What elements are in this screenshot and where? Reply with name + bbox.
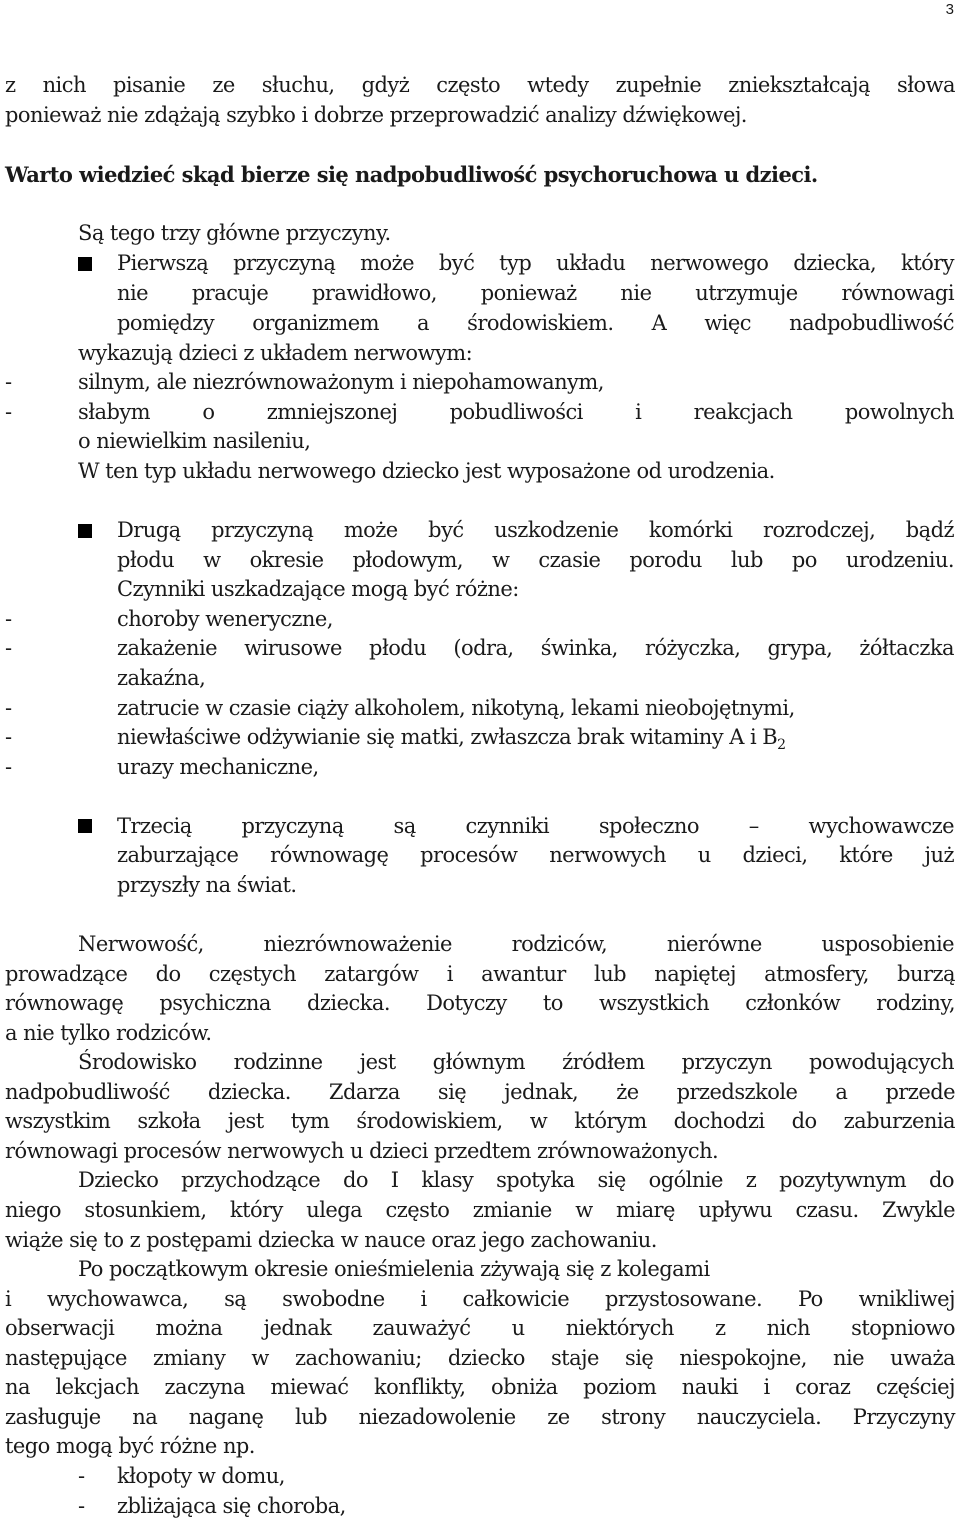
body-line: prowadzące do częstych zatargów i awantur lub napiętej atmosfery, burzą xyxy=(5,962,955,986)
square-bullet-icon xyxy=(78,524,92,538)
body-line: obserwacji można jednak zauważyć u niektórych z nich stopniowo xyxy=(5,1316,955,1340)
final-list-item: zbliżająca się choroba, xyxy=(117,1494,346,1518)
list-dash: - xyxy=(5,725,13,749)
body-line: na lekcjach zaczyna miewać konflikty, obniża poziom nauki i coraz częściej xyxy=(5,1375,955,1399)
body-line: tego mogą być różne np. xyxy=(5,1434,255,1458)
vitamin-text: niewłaściwe odżywianie się matki, zwłaszcza brak witaminy A i B xyxy=(117,725,778,749)
list-dash: - xyxy=(78,1464,86,1488)
cause2-list-item: zakażenie wirusowe płodu (odra, świnka, różyczka, grypa, żółtaczka xyxy=(117,636,954,660)
cause3-line-3: przyszły na świat. xyxy=(117,873,297,897)
causes-intro: Są tego trzy główne przyczyny. xyxy=(78,221,391,245)
cause2-list-item-cont: zakaźna, xyxy=(117,666,206,690)
list-dash: - xyxy=(5,696,13,720)
intro-line-2: ponieważ nie zdążają szybko i dobrze przeprowadzić analizy dźwiękowej. xyxy=(5,103,747,127)
body-line: równowagę psychiczna dziecka. Dotyczy to wszystkich członków rodziny, xyxy=(5,991,955,1015)
list-dash: - xyxy=(5,607,13,631)
body-line: Środowisko rodzinne jest głównym źródłem przyczyn powodujących xyxy=(78,1050,954,1074)
body-line: i wychowawca, są swobodne i całkowicie przystosowane. Po wnikliwej xyxy=(5,1287,955,1311)
body-line: równowagi procesów nerwowych u dzieci przedtem zrównoważonych. xyxy=(5,1139,719,1163)
page-number: 3 xyxy=(945,1,954,18)
square-bullet-icon xyxy=(78,257,92,271)
body-line: następujące zmiany w zachowaniu; dziecko staje się niespokojne, nie uważa xyxy=(5,1346,955,1370)
cause1-list-continuation: o niewielkim nasileniu, xyxy=(78,429,311,453)
body-line: wiąże się to z postępami dziecka w nauce oraz jego zachowaniu. xyxy=(5,1228,657,1252)
list-dash: - xyxy=(5,400,13,424)
cause1-line-1: Pierwszą przyczyną może być typ układu nerwowego dziecka, który xyxy=(117,251,954,275)
cause1-line-2: nie pracuje prawidłowo, ponieważ nie utrzymuje równowagi xyxy=(117,281,954,305)
list-dash: - xyxy=(5,636,13,660)
cause2-line-2: płodu w okresie płodowym, w czasie porodu lub po urodzeniu. xyxy=(117,548,954,572)
body-line: nadpobudliwość dziecka. Zdarza się jednak, że przedszkole a przede xyxy=(5,1080,955,1104)
section-heading: Warto wiedzieć skąd bierze się nadpobudliwość psychoruchowa u dzieci. xyxy=(5,162,818,187)
body-line: niego stosunkiem, który ulega często zmianie w miarę upływu czasu. Zwykle xyxy=(5,1198,955,1222)
body-line: a nie tylko rodziców. xyxy=(5,1021,212,1045)
cause1-line-3: pomiędzy organizmem a środowiskiem. A więc nadpobudliwość xyxy=(117,311,954,335)
list-dash: - xyxy=(78,1494,86,1518)
body-line: zasługuje na naganę lub niezadowolenie ze strony nauczyciela. Przyczyny xyxy=(5,1405,955,1429)
square-bullet-icon xyxy=(78,819,92,833)
cause2-list-item: choroby weneryczne, xyxy=(117,607,333,631)
body-line: Dziecko przychodzące do I klasy spotyka się ogólnie z pozytywnym do xyxy=(78,1168,954,1192)
body-line: Po początkowym okresie onieśmielenia zżywają się z kolegami xyxy=(78,1257,710,1281)
cause3-line-2: zaburzające równowagę procesów nerwowych u dzieci, które już xyxy=(117,843,954,867)
list-dash: - xyxy=(5,370,13,394)
cause1-line-4: wykazują dzieci z układem nerwowym: xyxy=(78,341,473,365)
cause3-line-1: Trzecią przyczyną są czynniki społeczno – wychowawcze xyxy=(117,814,954,838)
list-dash: - xyxy=(5,755,13,779)
cause2-line-3: Czynniki uszkadzające mogą być różne: xyxy=(117,577,519,601)
cause1-after: W ten typ układu nerwowego dziecko jest wyposażone od urodzenia. xyxy=(78,459,775,483)
cause2-list-item: urazy mechaniczne, xyxy=(117,755,319,779)
cause1-list-item: słabym o zmniejszonej pobudliwości i reakcjach powolnych xyxy=(78,400,954,424)
final-list-item: kłopoty w domu, xyxy=(117,1464,285,1488)
intro-line-1: z nich pisanie ze słuchu, gdyż często wtedy zupełnie zniekształcają słowa xyxy=(5,73,955,97)
vitamin-subscript: 2 xyxy=(777,737,786,754)
cause1-list-item: silnym, ale niezrównoważonym i niepohamowanym, xyxy=(78,370,604,394)
body-line: wszystkim szkoła jest tym środowiskiem, w którym dochodzi do zaburzenia xyxy=(5,1109,955,1133)
cause2-list-item: zatrucie w czasie ciąży alkoholem, nikotyną, lekami nieobojętnymi, xyxy=(117,696,795,720)
body-line: Nerwowość, niezrównoważenie rodziców, nierówne usposobienie xyxy=(78,932,954,956)
cause2-line-1: Drugą przyczyną może być uszkodzenie komórki rozrodczej, bądź xyxy=(117,518,954,542)
